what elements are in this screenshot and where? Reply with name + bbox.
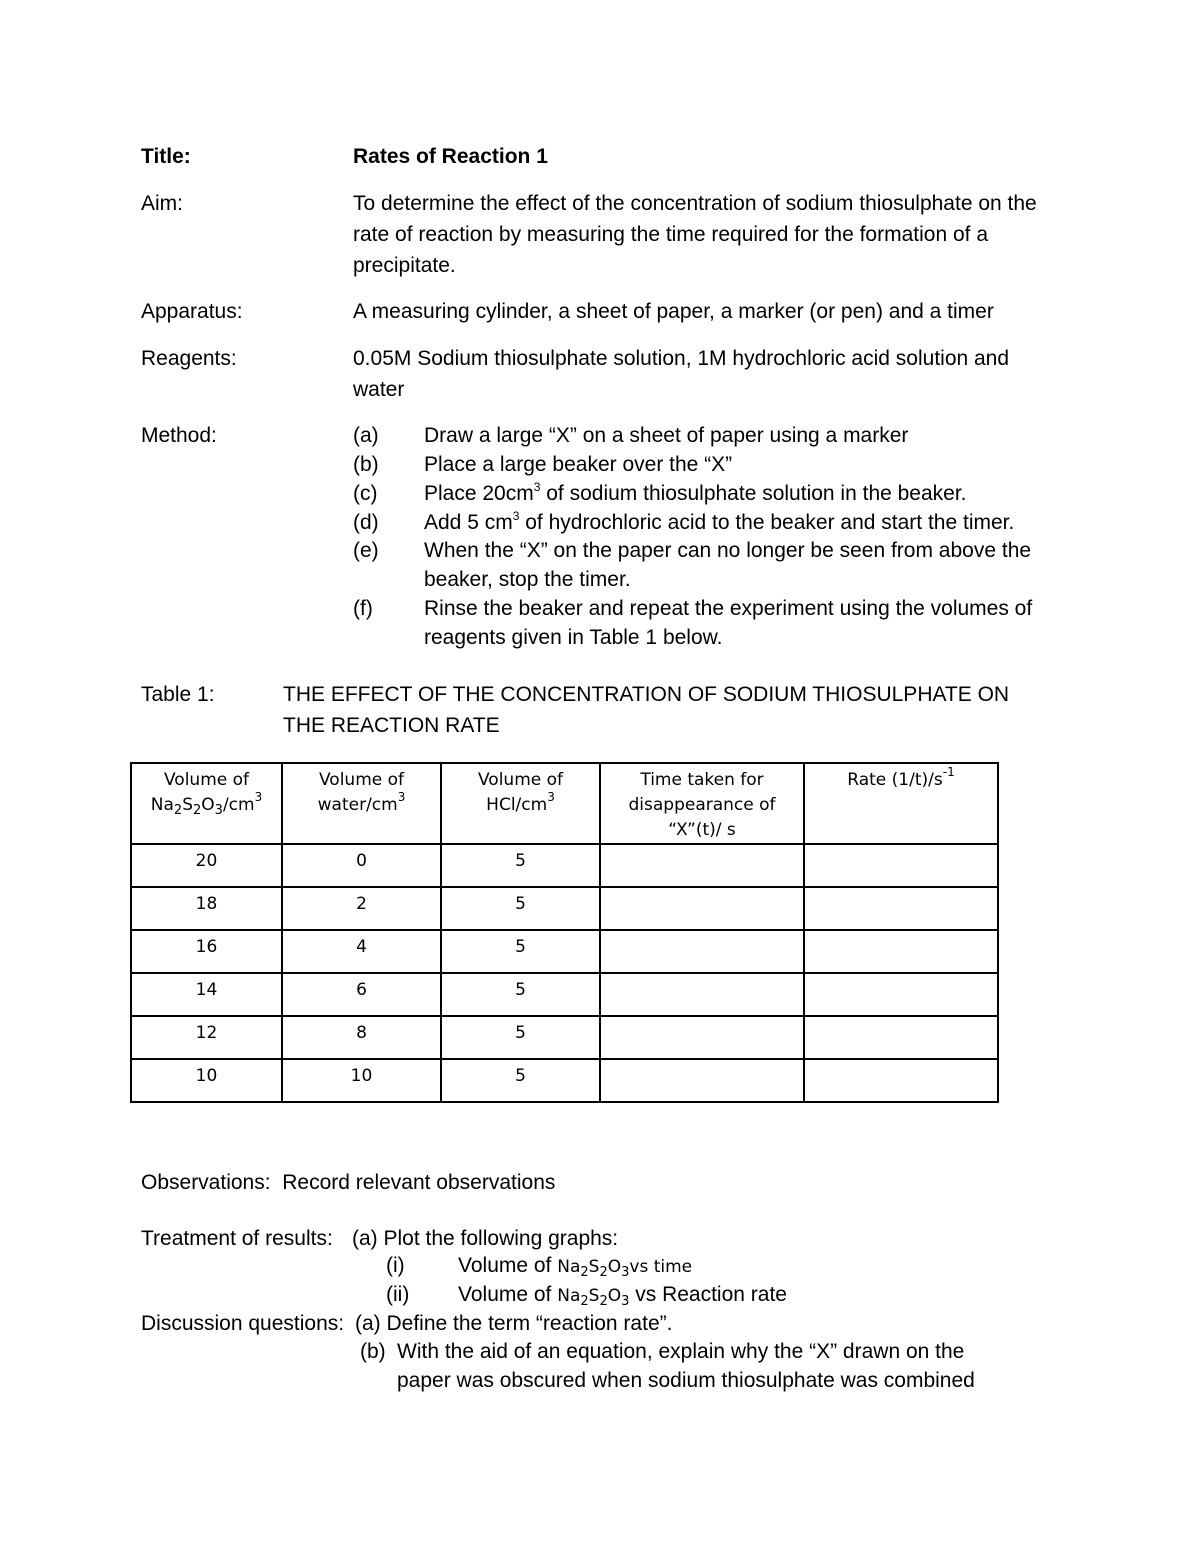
cell-thiosulphate: 16 (131, 930, 282, 973)
method-step-text: When the “X” on the paper can no longer be seen from above the beaker, stop the timer. (424, 539, 1032, 591)
observations-label: Observations: (141, 1171, 271, 1194)
cell-time-input[interactable] (600, 930, 804, 973)
table-caption: THE EFFECT OF THE CONCENTRATION OF SODIUM THIOSULPHATE ON THE REACTION RATE (283, 683, 1010, 737)
method-label: Method: (141, 424, 217, 447)
header-hcl-volume: Volume of HCl/$cm^3$ (441, 763, 600, 844)
cell-water: 6 (282, 973, 441, 1016)
cell-hcl: 5 (441, 930, 600, 973)
cell-rate-input[interactable] (804, 887, 998, 930)
method-step-text: Place $20cm^3$ of sodium thiosulphate solution in the beaker. (424, 480, 967, 505)
treatment-intro: (a) Plot the following graphs: (352, 1227, 619, 1250)
cell-hcl: 5 (441, 1016, 600, 1059)
title-label: Title: (141, 145, 191, 168)
document-title: Rates of Reaction 1 (353, 145, 548, 168)
reagents-text: 0.05M Sodium thiosulphate solution, 1M hydrochloric acid solution and water (353, 347, 1010, 401)
cell-water: 10 (282, 1059, 441, 1102)
cell-time-input[interactable] (600, 844, 804, 887)
header-thiosulphate-volume: Volume of $Na_2S_2O_3/cm^3$ (131, 763, 282, 844)
cell-hcl: 5 (441, 887, 600, 930)
discussion-question-b-text: With the aid of an equation, explain why the “X” drawn on the paper was obscured when sodium thiosulphate was combined (397, 1340, 975, 1392)
cell-thiosulphate: 12 (131, 1016, 282, 1059)
aim-text: To determine the effect of the concentration of sodium thiosulphate on the rate of reaction by measuring the time required for the formation of a precipitate. (353, 192, 1037, 277)
observations-section (141, 1167, 555, 1198)
cell-water: 8 (282, 1016, 441, 1059)
cell-thiosulphate: 18 (131, 887, 282, 930)
method-step-letter: (a) (353, 424, 379, 447)
cell-water: 2 (282, 887, 441, 930)
cell-thiosulphate: 14 (131, 973, 282, 1016)
method-step-letter: (e) (353, 539, 379, 562)
discussion-question-b-letter: (b) (360, 1340, 386, 1363)
cell-hcl: 5 (441, 1059, 600, 1102)
treatment-label: Treatment of results: (141, 1227, 333, 1250)
results-table (130, 762, 999, 1103)
cell-water: 0 (282, 844, 441, 887)
cell-time-input[interactable] (600, 1016, 804, 1059)
header-water-volume: Volume of water/$cm^3$ (282, 763, 441, 844)
observations-text: Record relevant observations (282, 1171, 556, 1194)
cell-hcl: 5 (441, 973, 600, 1016)
table-row (131, 973, 998, 1016)
discussion-question-a: (a) Define the term “reaction rate”. (355, 1312, 673, 1335)
table-row (131, 930, 998, 973)
method-step-text: Rinse the beaker and repeat the experiment using the volumes of reagents given in Table 1 below. (424, 597, 1033, 649)
cell-thiosulphate: 10 (131, 1059, 282, 1102)
cell-time-input[interactable] (600, 1059, 804, 1102)
table-row (131, 887, 998, 930)
discussion-label: Discussion questions: (141, 1312, 345, 1335)
cell-rate-input[interactable] (804, 930, 998, 973)
method-step-letter: (d) (353, 511, 379, 534)
table-label: Table 1: (141, 683, 215, 706)
cell-time-input[interactable] (600, 973, 804, 1016)
method-step-letter: (b) (353, 453, 379, 476)
table-row (131, 1059, 998, 1102)
treatment-item-num: (ii) (386, 1283, 410, 1306)
cell-thiosulphate: 20 (131, 844, 282, 887)
method-step-text: Add 5 $cm^3$ of hydrochloric acid to the beaker and start the timer. (424, 509, 1015, 534)
treatment-item-text: Volume of $Na_2S_2O_3vs$ time (458, 1254, 693, 1280)
header-time-taken: Time taken for disappearance of “X”(t)/ s (600, 763, 804, 844)
cell-rate-input[interactable] (804, 973, 998, 1016)
method-step-text: Place a large beaker over the “X” (424, 453, 733, 476)
treatment-item-num: (i) (386, 1254, 405, 1277)
apparatus-label: Apparatus: (141, 300, 243, 323)
cell-water: 4 (282, 930, 441, 973)
method-step-letter: (f) (353, 597, 373, 620)
apparatus-text: A measuring cylinder, a sheet of paper, a marker (or pen) and a timer (353, 300, 994, 323)
method-step-text: Draw a large “X” on a sheet of paper using a marker (424, 424, 909, 447)
header-rate: Rate $(1/t)/s^{-1}$ (804, 763, 998, 844)
table-row (131, 1016, 998, 1059)
table-header-row (131, 763, 998, 844)
treatment-item-text: Volume of $Na_2S_2O_3$ vs Reaction rate (458, 1283, 787, 1309)
cell-time-input[interactable] (600, 887, 804, 930)
aim-label: Aim: (141, 192, 183, 215)
cell-rate-input[interactable] (804, 1016, 998, 1059)
cell-rate-input[interactable] (804, 1059, 998, 1102)
method-step-letter: (c) (353, 482, 378, 505)
reagents-label: Reagents: (141, 347, 237, 370)
cell-rate-input[interactable] (804, 844, 998, 887)
table-row (131, 844, 998, 887)
cell-hcl: 5 (441, 844, 600, 887)
